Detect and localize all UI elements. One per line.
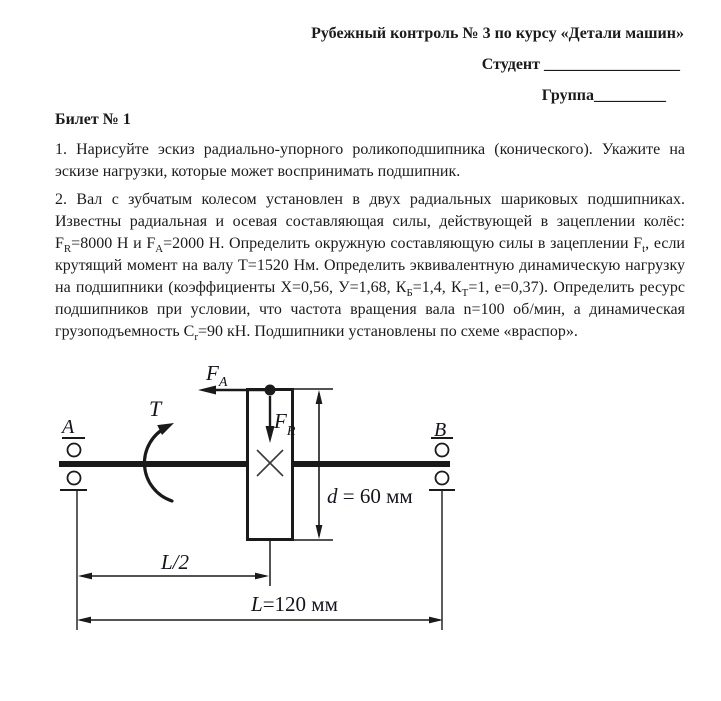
problem-1-text: 1. Нарисуйте эскиз радиально-упорного роликоподшипника (конического). Укажите на эскизе нагрузки, которые может воспринимать подшипник. — [55, 141, 685, 180]
dim-l-label: L=120 мм — [251, 592, 338, 616]
student-label: Студент — [481, 56, 544, 73]
dim-d-down-arrowhead-icon — [316, 525, 323, 539]
dim-l2-label: L/2 — [161, 550, 190, 574]
group-line — [542, 87, 666, 105]
dimension-half-span — [78, 550, 269, 579]
dim-l-left-arrowhead-icon — [77, 617, 91, 624]
dim-d-label: d = 60 мм — [327, 484, 413, 508]
fa-arrowhead-icon — [198, 386, 216, 395]
group-blank-line: _________ — [594, 87, 666, 104]
gear-center-cross-icon — [257, 450, 283, 476]
bearing-a-lower-ball-icon — [68, 472, 81, 485]
force-application-point-dot — [265, 385, 276, 396]
group-label: Группа — [541, 87, 594, 104]
bearing-b-label: B — [434, 419, 447, 441]
bearing-a-label: A — [62, 416, 75, 438]
torque-arrow — [144, 396, 176, 501]
ticket-title: Билет № 1 — [55, 111, 131, 128]
bearing-a-upper-ball-icon — [68, 444, 81, 457]
problem-2-text: 2. Вал с зубчатым колесом установлен в двух радиальных шариковых подшипниках. Известны радиальная и осевая составляющая силы, действующей в зацеплении колёс: $F_R=8000$ Н и $F_A=2000$ Н. Определить окружную составляющую силы в зацеплении $F_t$, если крутящий момент на валу Т=1520 Нм. Определить эквивалентную динамическую нагрузку на подшипники (коэффициенты Х=0,56, У=1,68, $К_Б=1,4$, $К_Т=1$, е=0,37). Определить ресурс подшипников при условии, что частота вращения вала n=100 об/мин, а динамическая грузоподъемность $С_r=90$ кН. Подшипники установлены по схеме «враспор». — [55, 191, 686, 344]
student-line — [482, 56, 680, 74]
torque-label: T — [149, 396, 162, 421]
fr-label: $F_R$ — [274, 409, 296, 439]
dimension-full-span — [77, 592, 443, 623]
shaft-diagram — [0, 350, 721, 701]
fa-label: $F_A$ — [206, 361, 228, 390]
dim-l-right-arrowhead-icon — [429, 617, 443, 624]
dim-l2-left-arrowhead-icon — [78, 573, 92, 580]
bearing-b-upper-ball-icon — [436, 444, 449, 457]
bearing-b-support — [429, 419, 455, 630]
bearing-a-support — [60, 416, 87, 630]
student-blank-line: _________________ — [544, 56, 680, 73]
axial-force-arrow — [198, 361, 266, 395]
bearing-b-lower-ball-icon — [436, 472, 449, 485]
dim-d-up-arrowhead-icon — [316, 390, 323, 404]
page-title: Рубежный контроль № 3 по курсу «Детали машин» — [311, 25, 684, 42]
dim-l2-right-arrowhead-icon — [255, 573, 269, 580]
